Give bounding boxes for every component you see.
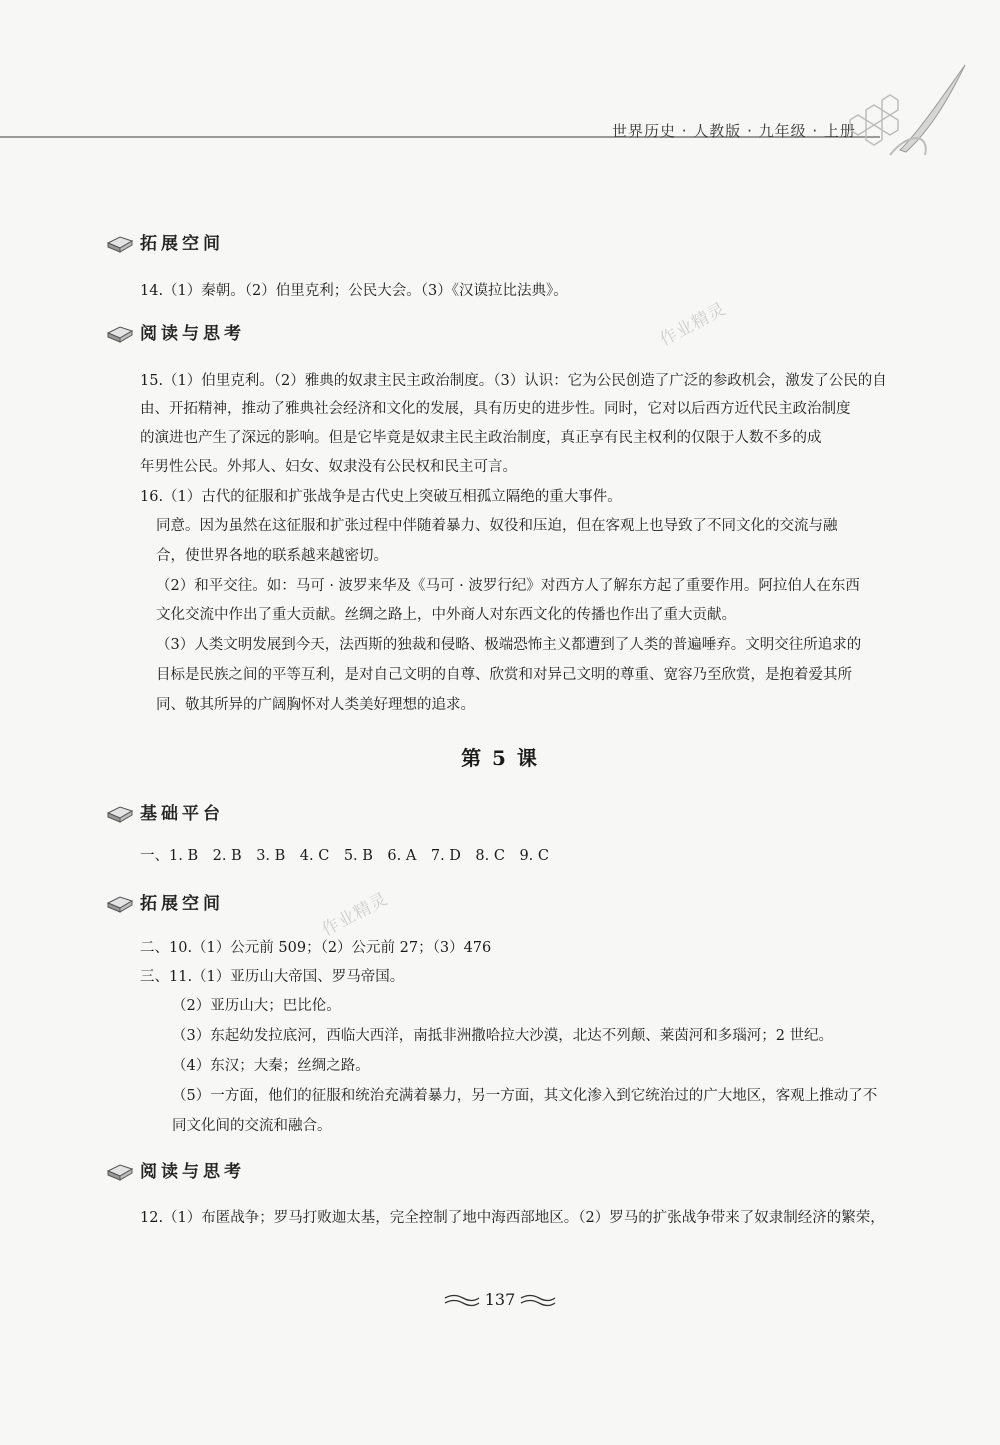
section-header-basic	[106, 796, 224, 826]
wave-left-icon	[443, 1293, 481, 1307]
answer-line: 一、1. B 2. B 3. B 4. C 5. B 6. A 7. D 8. C 9. C	[140, 848, 549, 864]
answer-line: 合，使世界各地的联系越来越密切。	[156, 548, 388, 564]
answer-line: 12.（1）布匿战争；罗马打败迦太基，完全控制了地中海西部地区。（2）罗马的扩张战争带来了奴隶制经济的繁荣，	[140, 1210, 885, 1226]
section-header-expand	[106, 226, 224, 256]
answer-line: （3）东起幼发拉底河，西临大西洋，南抵非洲撒哈拉大沙漠，北达不列颠、莱茵河和多瑙河；2 世纪。	[172, 1028, 834, 1044]
answer-line: 目标是民族之间的平等互利，是对自己文明的自尊、欣赏和对异己文明的尊重、宽容乃至欣赏，是抱着爱其所	[156, 667, 852, 683]
answer-line: 14.（1）秦朝。（2）伯里克利；公民大会。（3）《汉谟拉比法典》。	[140, 283, 568, 299]
answer-line: 同文化间的交流和融合。	[172, 1118, 332, 1134]
section-title: 拓展空间	[140, 233, 224, 254]
page-footer	[0, 1290, 1000, 1309]
answer-line: 年男性公民。外邦人、妇女、奴隶没有公民权和民主可言。	[140, 459, 517, 475]
section-header-expand	[106, 886, 224, 916]
section-title: 阅读与思考	[140, 323, 245, 344]
answer-line: 16.（1）古代的征服和扩张战争是古代史上突破互相孤立隔绝的重大事件。	[140, 489, 622, 505]
section-title: 阅读与思考	[140, 1161, 245, 1182]
section-header-reading	[106, 316, 245, 346]
answer-line: 由、开拓精神，推动了雅典社会经济和文化的发展，具有历史的进步性。同时，它对以后西方近代民主政治制度	[140, 401, 851, 417]
answer-line: 同、敬其所异的广阔胸怀对人类美好理想的追求。	[156, 697, 475, 713]
watermark: 作业精灵	[656, 298, 730, 351]
answer-line: 三、11.（1）亚历山大帝国、罗马帝国。	[140, 969, 405, 985]
answer-line: （4）东汉；大秦；丝绸之路。	[172, 1058, 370, 1074]
book-icon	[106, 889, 134, 913]
answer-line: （5）一方面，他们的征服和统治充满着暴力，另一方面，其文化渗入到它统治过的广大地区，客观上推动了不	[172, 1088, 878, 1104]
book-icon	[106, 799, 134, 823]
header-title: 世界历史 · 人教版 · 九年级 · 上册	[612, 122, 856, 140]
section-header-reading	[106, 1154, 245, 1184]
answer-line: 同意。因为虽然在这征服和扩张过程中伴随着暴力、奴役和压迫，但在客观上也导致了不同文化的交流与融	[156, 518, 838, 534]
answer-line: 的演进也产生了深远的影响。但是它毕竟是奴隶主民主政治制度，真正享有民主权利的仅限于人数不多的成	[140, 430, 822, 446]
answer-line: 文化交流中作出了重大贡献。丝绸之路上，中外商人对东西文化的传播也作出了重大贡献。	[156, 607, 736, 623]
book-icon	[106, 229, 134, 253]
answer-line: （2）亚历山大；巴比伦。	[172, 998, 341, 1014]
wave-right-icon	[519, 1293, 557, 1307]
book-icon	[106, 1157, 134, 1181]
lesson-title: 第 5 课	[461, 746, 539, 770]
section-title: 拓展空间	[140, 893, 224, 914]
page-number: 137	[484, 1290, 516, 1309]
answer-line: （2）和平交往。如：马可 · 波罗来华及《马可 · 波罗行纪》对西方人了解东方起了重要作用。阿拉伯人在东西	[156, 578, 860, 594]
answer-line: 15.（1）伯里克利。（2）雅典的奴隶主民主政治制度。（3）认识：它为公民创造了广泛的参政机会，激发了公民的自	[140, 373, 887, 389]
answer-line: （3）人类文明发展到今天，法西斯的独裁和侵略、极端恐怖主义都遭到了人类的普遍唾弃。文明交往所追求的	[156, 637, 862, 653]
book-icon	[106, 319, 134, 343]
answer-line: 二、10.（1）公元前 509；（2）公元前 27；（3）476	[140, 940, 492, 956]
honeycomb-quill-icon	[830, 60, 970, 170]
section-title: 基础平台	[140, 803, 224, 824]
watermark: 作业精灵	[318, 888, 392, 941]
